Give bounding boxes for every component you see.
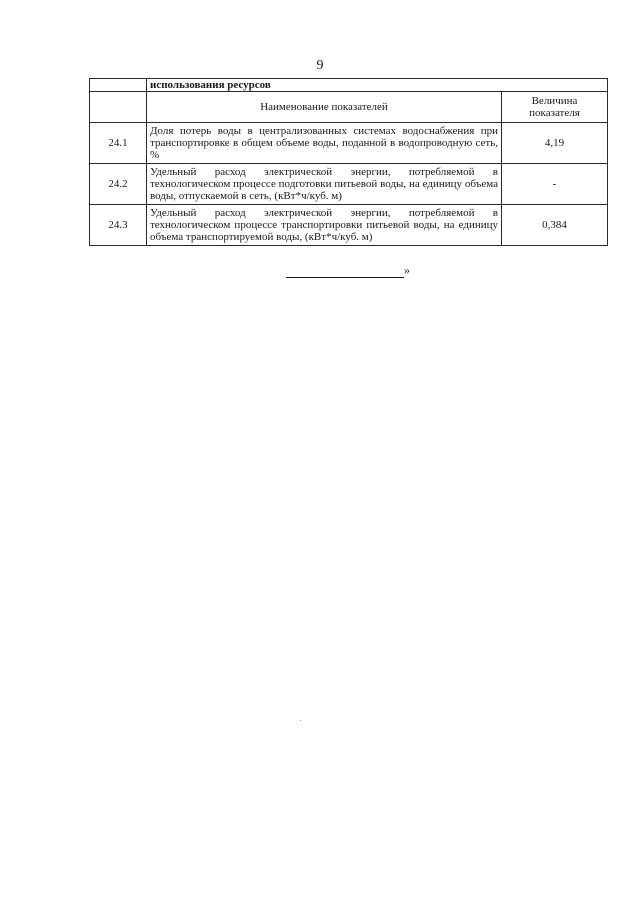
row-number: 24.3 <box>90 205 147 246</box>
section-title: использования ресурсов <box>147 79 608 92</box>
header-row <box>90 92 608 123</box>
section-empty-cell <box>90 79 147 92</box>
indicators-table <box>89 78 608 246</box>
header-name: Наименование показателей <box>147 92 502 123</box>
table-row <box>90 123 608 164</box>
page-number: 9 <box>316 58 324 73</box>
row-value: 4,19 <box>502 123 608 164</box>
section-row <box>90 79 608 92</box>
row-description: Доля потерь воды в централизованных системах водоснабжения при транспортировке в общем объеме воды, поданной в водопроводную сеть, % <box>147 123 502 164</box>
row-description: Удельный расход электрической энергии, потребляемой в технологическом процессе транспортировки питьевой воды, на единицу объема транспортируемой воды, (кВт*ч/куб. м) <box>147 205 502 246</box>
header-value: Величина показателя <box>502 92 608 123</box>
table-row <box>90 164 608 205</box>
scan-dot <box>300 720 301 721</box>
row-value: 0,384 <box>502 205 608 246</box>
header-num-cell <box>90 92 147 123</box>
row-number: 24.1 <box>90 123 147 164</box>
closing-line <box>286 263 410 278</box>
blank-underline <box>286 264 404 278</box>
closing-quote: » <box>404 263 410 277</box>
table-row <box>90 205 608 246</box>
row-value: - <box>502 164 608 205</box>
row-number: 24.2 <box>90 164 147 205</box>
row-description: Удельный расход электрической энергии, потребляемой в технологическом процессе подготовки питьевой воды, на единицу объема воды, отпускаемой в сеть, (кВт*ч/куб. м) <box>147 164 502 205</box>
